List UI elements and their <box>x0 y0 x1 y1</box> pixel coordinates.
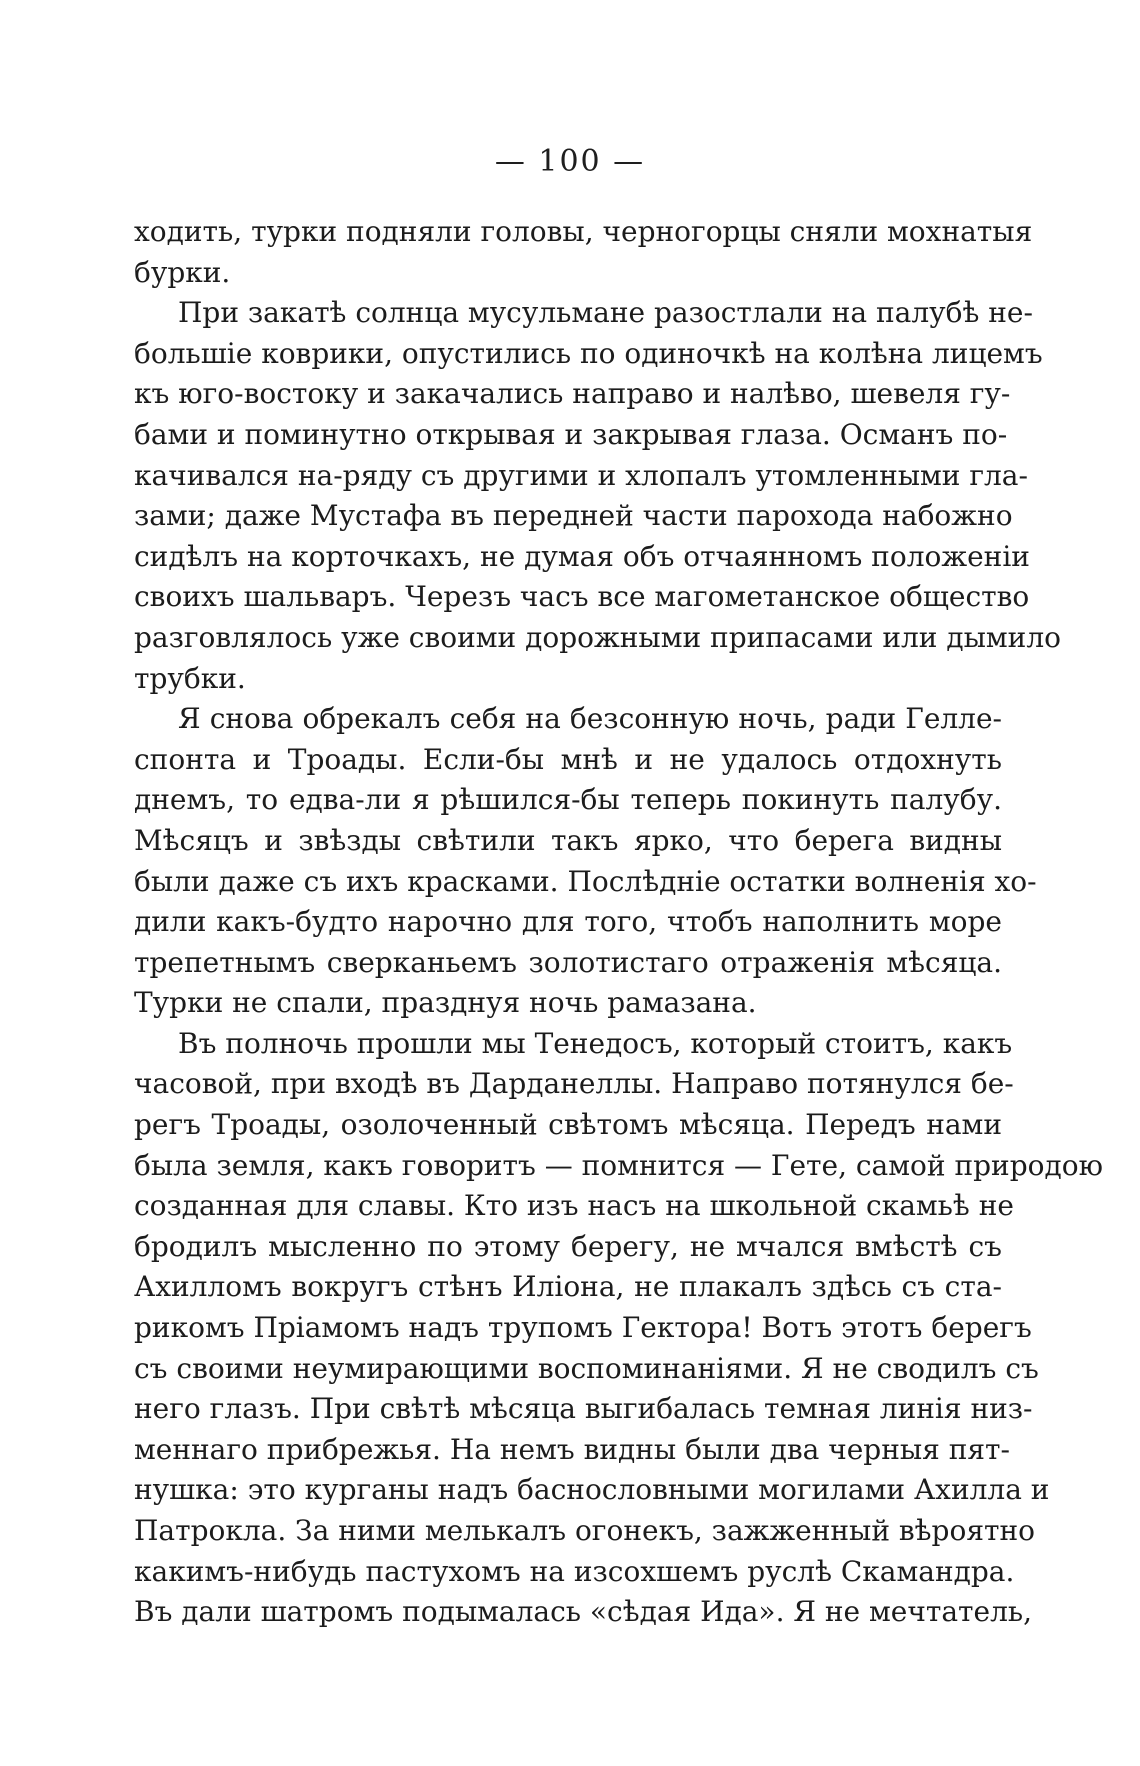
text-line: бродилъ мысленно по этому берегу, не мчался вмѣстѣ съ <box>134 1229 1002 1263</box>
text-line: какимъ-нибудь пастухомъ на изсохшемъ руслѣ Скамандра. <box>134 1554 1015 1588</box>
text-line: ходить, турки подняли головы, черногорцы сняли мохнатыя <box>134 215 1033 248</box>
body-text <box>134 212 1103 1633</box>
text-line: бами и поминутно открывая и закрывая глаза. Османъ по- <box>134 417 1008 451</box>
text-line: къ юго-востоку и закачались направо и налѣво, шевеля гу- <box>134 377 1011 411</box>
text-line: рикомъ Пріамомъ надъ трупомъ Гектора! Вотъ этотъ берегъ <box>134 1311 1032 1345</box>
text-line: нушка: это курганы надъ баснословными могилами Ахилла и <box>134 1473 1050 1507</box>
text-line: Въ полночь прошли мы Тенедосъ, который стоитъ, какъ <box>178 1026 1013 1060</box>
text-line: были даже съ ихъ красками. Послѣдніе остатки волненія хо- <box>134 864 1037 898</box>
text-line: днемъ, то едва-ли я рѣшился-бы теперь покинуть палубу. <box>134 783 1002 817</box>
text-line: меннаго прибрежья. На немъ видны были два черныя пят- <box>134 1432 1010 1466</box>
text-line: спонта и Троады. Если-бы мнѣ и не удалось отдохнуть <box>134 742 1002 776</box>
text-line: зами; даже Мустафа въ передней части парохода набожно <box>134 499 1013 533</box>
text-line: регъ Троады, озолоченный свѣтомъ мѣсяца. Передъ нами <box>134 1108 1002 1142</box>
text-line: Турки не спали, празднуя ночь рамазана. <box>134 986 757 1020</box>
text-line: Я снова обрекалъ себя на безсонную ночь, ради Гелле- <box>178 702 1002 736</box>
text-line: дили какъ-будто нарочно для того, чтобъ наполнить море <box>134 905 1002 939</box>
text-line: При закатѣ солнца мусульмане разостлали на палубѣ не- <box>178 296 1033 330</box>
paragraph <box>134 699 1037 1024</box>
text-line: большіе коврики, опустились по одиночкѣ на колѣна лицемъ <box>134 336 1043 370</box>
paragraph <box>134 212 1033 293</box>
paragraph <box>134 1024 1103 1633</box>
text-line: Патрокла. За ними мелькалъ огонекъ, зажженный вѣроятно <box>134 1514 1036 1547</box>
text-line: трепетнымъ сверканьемъ золотистаго отраженія мѣсяца. <box>134 945 1002 979</box>
text-line: качивался на-ряду съ другими и хлопалъ утомленными гла- <box>134 458 1028 492</box>
text-line: созданная для славы. Кто изъ насъ на школьной скамьѣ не <box>134 1189 1014 1223</box>
page-number: — 100 — <box>494 144 646 179</box>
text-line: Въ дали шатромъ подымалась «сѣдая Ида». Я не мечтатель, <box>134 1595 1033 1629</box>
text-line: Ахилломъ вокругъ стѣнъ Иліона, не плакалъ здѣсь съ ста- <box>134 1270 1002 1304</box>
text-line: съ своими неумирающими воспоминаніями. Я не сводилъ съ <box>134 1351 1039 1385</box>
text-line: трубки. <box>134 661 246 695</box>
text-line: бурки. <box>134 255 231 289</box>
paragraph <box>134 293 1061 699</box>
text-line: разговлялось уже своими дорожными припасами или дымило <box>134 620 1061 654</box>
text-line: сидѣлъ на корточкахъ, не думая объ отчаянномъ положеніи <box>134 539 1030 573</box>
text-line: него глазъ. При свѣтѣ мѣсяца выгибалась темная линія низ- <box>134 1392 1033 1426</box>
text-line: часовой, при входѣ въ Дарданеллы. Направо потянулся бе- <box>134 1067 1014 1101</box>
text-line: своихъ шальваръ. Черезъ часъ все магометанское общество <box>134 580 1030 614</box>
text-line: Мѣсяцъ и звѣзды свѣтили такъ ярко, что берега видны <box>134 823 1002 857</box>
text-line: была земля, какъ говоритъ — помнится — Гете, самой природою <box>134 1148 1103 1182</box>
